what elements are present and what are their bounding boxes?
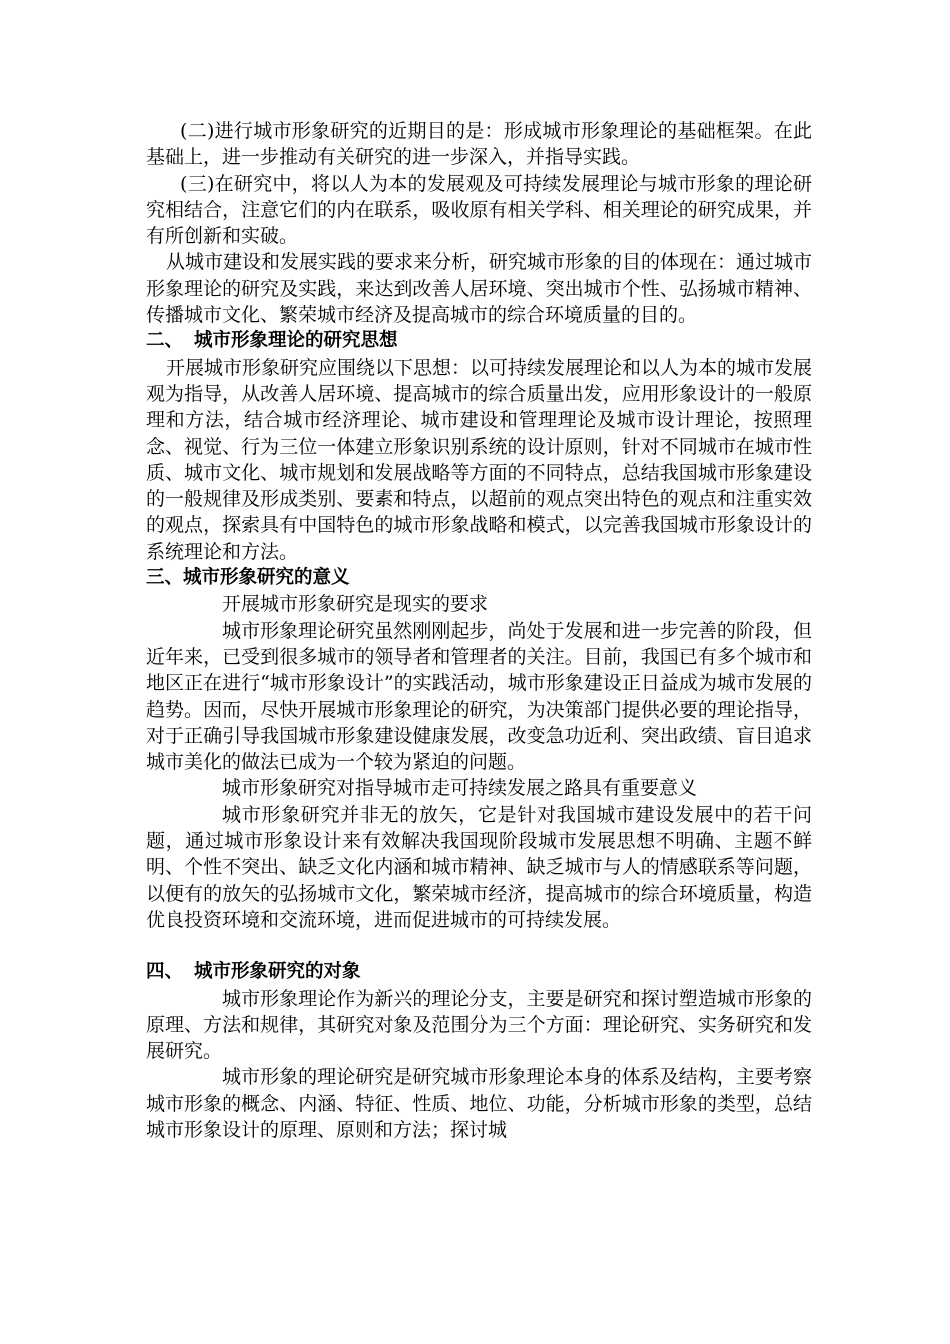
paragraph-research-thought: 开展城市形象研究应围绕以下思想：以可持续发展理论和以人为本的城市发展观为指导，从改善人居环境、提高城市的综合质量出发，应用形象设计的一般原理和方法，结合城市经济理论、城市建设和管理理论及城市设计理论，按照理念、视觉、行为三位一体建立形象识别系统的设计原则，针对不同城市在城市性质、城市文化、城市规划和发展战略等方面的不同特点，总结我国城市形象建设的一般规律及形成类别、要素和特点，以超前的观点突出特色的观点和注重实效的观点，探索具有中国特色的城市形象战略和模式，以完善我国城市形象设计的系统理论和方法。: [146, 356, 813, 563]
subheading-realistic-requirement: 开展城市形象研究是现实的要求: [222, 593, 489, 616]
paragraph-goal-near-term: (二)进行城市形象研究的近期目的是：形成城市形象理论的基础框架。在此基础上，进一步推动有关研究的进一步深入，并指导实践。: [146, 120, 812, 169]
blank-line: [146, 933, 812, 959]
section-heading-significance: [146, 565, 812, 591]
paragraph-sustainable-development: 城市形象研究并非无的放矢，它是针对我国城市建设发展中的若干问题，通过城市形象设计来有效解决我国现阶段城市发展思想不明确、主题不鲜明、个性不突出、缺乏文化内涵和城市精神、缺乏城市与人的情感联系等问题，以便有的放矢的弘扬城市文化，繁荣城市经济，提高城市的综合环境质量，构造优良投资环境和交流环境，进而促进城市的可持续发展。: [146, 803, 812, 931]
section-title: 城市形象理论的研究思想: [194, 330, 398, 352]
paragraph-research-purpose: 从城市建设和发展实践的要求来分析，研究城市形象的目的体现在：通过城市形象理论的研究及实践，来达到改善人居环境、突出城市个性、弘扬城市精神、传播城市文化、繁荣城市经济及提高城市的综合环境质量的目的。: [146, 251, 813, 327]
section-heading-research-thought: [146, 328, 812, 354]
section-title: 城市形象研究的对象: [194, 961, 361, 983]
paragraph-research-integration: (三)在研究中，将以人为本的发展观及可持续发展理论与城市形象的理论研究相结合，注意它们的内在联系，吸收原有相关学科、相关理论的研究成果，并有所创新和实破。: [146, 172, 812, 248]
paragraph-research-object: 城市形象理论作为新兴的理论分支，主要是研究和探讨塑造城市形象的原理、方法和规律，其研究对象及范围分为三个方面：理论研究、实务研究和发展研究。: [146, 987, 812, 1063]
paragraph-theory-research: 城市形象的理论研究是研究城市形象理论本身的体系及结构，主要考察城市形象的概念、内涵、特征、性质、地位、功能，分析城市形象的类型，总结城市形象设计的原理、原则和方法；探讨城: [146, 1066, 812, 1141]
paragraph-realistic-requirement: 城市形象理论研究虽然刚刚起步，尚处于发展和进一步完善的阶段，但近年来，已受到很多城市的领导者和管理者的关注。目前，我国已有多个城市和地区正在进行“城市形象设计”的实践活动，城市形象建设正日益成为城市发展的趋势。因而，尽快开展城市形象理论的研究，为决策部门提供必要的理论指导，对于正确引导我国城市形象建设健康发展，改变急功近利、突出政绩、盲目追求城市美化的做法已成为一个较为紧迫的问题。: [146, 619, 812, 774]
section-number: 三、: [146, 567, 184, 589]
section-number: 二、: [146, 330, 184, 352]
section-title: 城市形象研究的意义: [183, 567, 350, 589]
section-heading-research-object: [146, 959, 812, 985]
section-number: 四、: [146, 961, 184, 983]
document-page: [146, 118, 812, 1143]
subheading-sustainable-development: 城市形象研究对指导城市走可持续发展之路具有重要意义: [222, 777, 698, 800]
